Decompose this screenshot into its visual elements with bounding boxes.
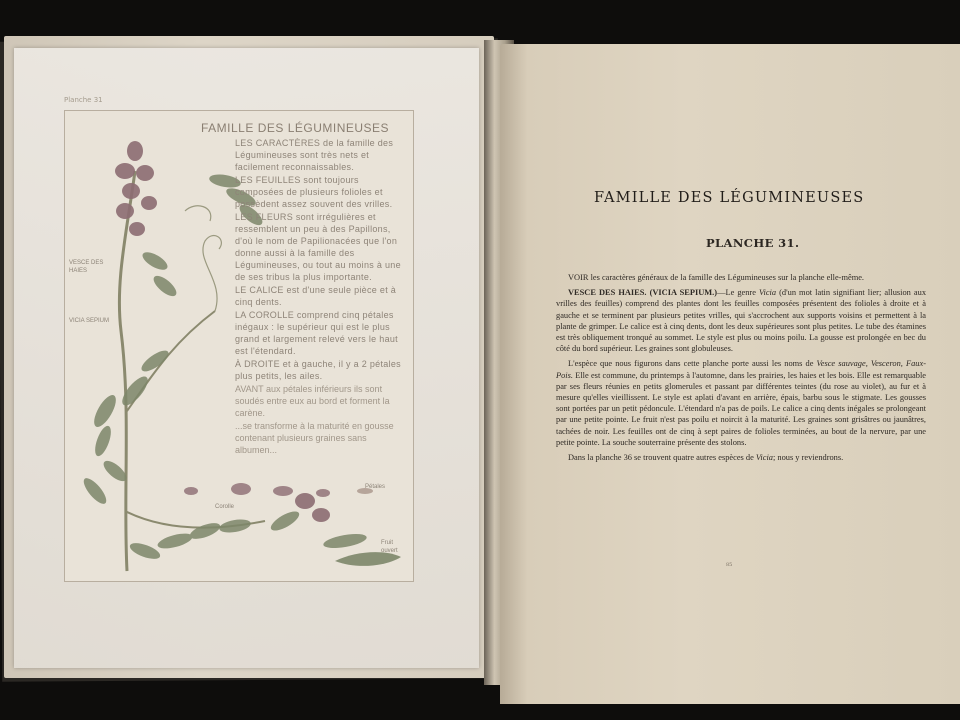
- genus-name: Vicia: [759, 288, 777, 298]
- plate-paragraph: AVANT aux pétales inférieurs ils sont soudés entre eux au bord et forment la carène.: [235, 384, 390, 418]
- intro-paragraph: VOIR les caractères généraux de la famille des Légumineuses sur la planche elle-même.: [568, 273, 865, 282]
- plate-label-vicia: VICIA SEPIUM: [69, 318, 110, 324]
- species-heading: VESCE DES HAIES.: [568, 288, 647, 298]
- species-latin-name: (VICIA SEPIUM.): [649, 288, 718, 298]
- folio-number: 85: [726, 562, 733, 568]
- plate-page-number: Planche 31: [64, 96, 103, 104]
- cross-reference-tail: ; nous y reviendrons.: [772, 453, 844, 463]
- habitat-description: Elle est commune, du printemps à l'automne, dans les prairies, les haies et les bois. Elle est remarquable par ses fleurs réunies en petits glomerules et passant par différentes teintes (du rose au violet), au fur et à mesure qu'elles vieillissent. Le style est aplati d'avant en arrière, épais, barbu sous le stigmate. Les gousses sont portées par un petit pédoncule. L'étendard n'a pas de poils. Le calice a cinq dents inégales se prolongeant par une petite pointe. Le fruit n'est pas poilu et noircit à la maturité. Les graines sont grisâtres ou jaunâtres, tachées de noir. Les feuilles ont de cinq à sept paires de folioles terminées, au bout de la nervure, par une petite pointe. La souche souterraine présente des stolons.: [556, 370, 927, 447]
- plate-paragraph: ...se transforme à la maturité en gousse contenant plusieurs graines sans albumen...: [235, 421, 394, 455]
- common-names: Vesce sauvage, Vesceron, Faux-Pois.: [556, 359, 927, 380]
- plate-label-vesce: VESCE DES HAIES: [69, 260, 104, 274]
- genus-lead: —Le genre: [717, 288, 756, 298]
- page-title: FAMILLE DES LÉGUMINEUSES: [594, 190, 865, 206]
- plate-label-fruit: Fruit ouvert: [381, 540, 398, 554]
- species-paragraph: [556, 287, 926, 354]
- cross-reference-lead: Dans la planche 36 se trouvent quatre autres espèces de: [568, 453, 754, 463]
- plate-paragraph: À DROITE et à gauche, il y a 2 pétales plus petits, les ailes.: [235, 359, 401, 381]
- plate-title: FAMILLE DES LÉGUMINEUSES: [201, 121, 390, 135]
- plate-label-corolle: Corolle: [215, 504, 235, 510]
- cross-reference-genus: Vicia: [755, 453, 773, 463]
- species-description: (d'un mot latin signifiant lier; allusion aux vrilles des feuilles) comprend des plantes dont les feuilles composées présentent des folioles à droite et à gauche et se terminent par plusieurs petites vrilles, qui s'accrochent aux supports voisins et permettent à la plante de grimper. Le calice est à cinq dents, dont les deux supérieures sont plus petites. Le tube des étamines est très obliquement tronqué au sommet. Le style est plus ou moins poilu. La gousse est prolongée en bec du côté du bord supérieur. Les graines sont globuleuses.: [556, 288, 927, 354]
- plate-paragraph: LE CALICE est d'une seule pièce et à cinq dents.: [235, 285, 397, 307]
- body-text: [556, 272, 926, 467]
- plate-body-text: [235, 137, 405, 457]
- plate-paragraph: LES CARACTÈRES de la famille des Légumineuses sont très nets et facilement reconnaissables.: [235, 138, 394, 172]
- common-names-paragraph: [556, 358, 926, 448]
- plate-paragraph: LES FEUILLES sont toujours composées de plusieurs folioles et possèdent assez souvent des vrilles.: [235, 175, 393, 209]
- plate-paragraph: LES FLEURS sont irrégulières et ressemblent un peu à des Papillons, d'où le nom de Papilionacées que l'on donne aussi à la famille des Légumineuses, ou tout au moins à une de ses tribus la plus importante.: [235, 212, 401, 282]
- plate-label-petales: Pétales: [365, 484, 386, 490]
- plate-number: PLANCHE 31.: [706, 236, 800, 250]
- cross-reference-paragraph: [556, 452, 926, 463]
- common-names-lead: L'espèce que nous figurons dans cette planche porte aussi les noms de: [568, 359, 814, 369]
- botanical-plate: [64, 110, 414, 582]
- plate-paragraph: LA COROLLE comprend cinq pétales inégaux : le supérieur qui est le plus grand et largement relevé vers le haut est l'étendard.: [235, 310, 398, 356]
